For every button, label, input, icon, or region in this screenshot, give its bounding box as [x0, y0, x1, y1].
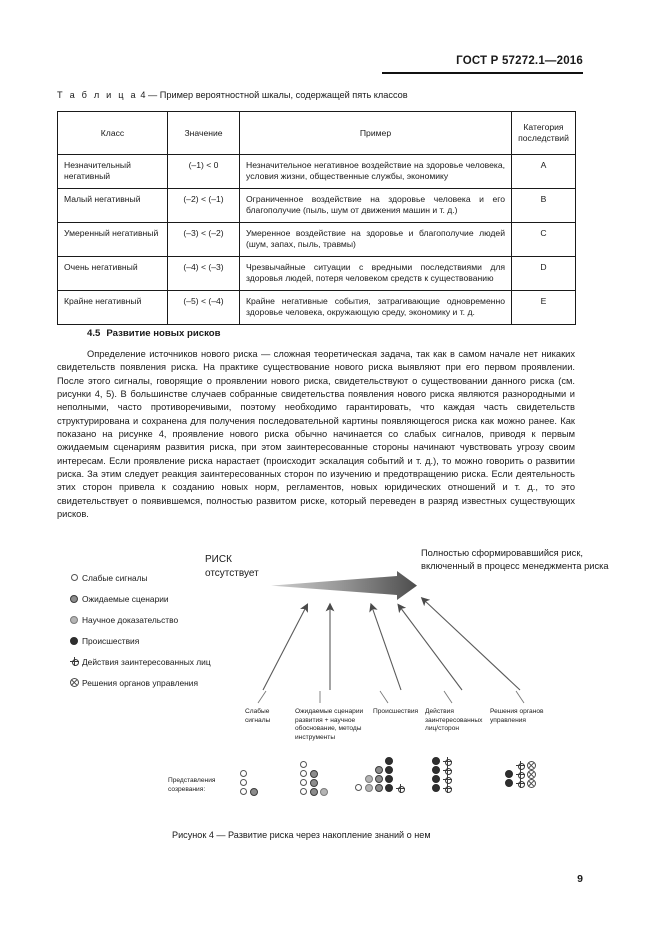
header-rule — [382, 72, 583, 74]
legend-item-label: Происшествия — [82, 635, 140, 646]
cell-example: Умеренное воздействие на здоровье и благополучие людей (шум, запах, пыль, травмы) — [240, 223, 512, 257]
column-header-example: Пример — [240, 112, 512, 155]
risk-absent-line-2: отсутствует — [205, 567, 259, 579]
cell-value: (–5) < (–4) — [168, 291, 240, 325]
probability-scale-table — [57, 111, 576, 325]
cell-class: Умеренный негативный — [58, 223, 168, 257]
dot-cluster-2 — [300, 761, 346, 813]
page-header: ГОСТ Р 57272.1—2016 — [456, 55, 583, 67]
page-number: 9 — [577, 873, 583, 885]
cell-class: Малый негативный — [58, 189, 168, 223]
legend-item-label: Слабые сигналы — [82, 572, 148, 583]
section-paragraph: Определение источников нового риска — сложная теоретическая задача, так как в самом начале нет никаких свидетельств появления риска. На практике существование нового риска выявляют при его первом проявлении. После этого сигналы, говорящие о проявлении нового риска, свидетельствуют о существовании данного риска (см. рисунки 4, 5). В большинстве случаев собранные свидетельства появления нового риска являются разнородными и неполными, часто противоречивыми, поэтому необходимо гарантировать, что каждая часть свидетельств структурирована и сохранена для получения последовательной картины появляющегося риска как можно ранее. Как показано на рисунке 4, проявление нового риска обычно начинается со слабых сигналов, приводя к первым ожидаемым сценариям развития риска, при этом заинтересованные стороны начинают чувствовать угрозу своим интересам. Если проявление риска нарастает (происходит эскалация событий и т. д.), то можно говорить о развитии риска. За этим следует реакция заинтересованных сторон по изучению и предотвращению риска. Если деятельность этих сторон привела к созданию новых норм, регламентов, новых юридических отношений и т. д., то это свидетельствует о появившемся, полностью развитом риске, который переведен в разряд известных существующих рисков. — [57, 349, 575, 520]
table-caption-word: Т а б л и ц а — [57, 90, 138, 100]
cell-example: Ограниченное воздействие на здоровье человека и его благополучие (пыль, шум от движения машин и т. д.) — [240, 189, 512, 223]
plus-circle-icon — [66, 657, 82, 666]
table-row — [58, 189, 576, 223]
sublabel-incidents: Происшествия — [373, 708, 419, 715]
sublabel-stakeholder-actions: Действия заинтересованных лиц/сторон — [425, 708, 483, 733]
cell-value: (–1) < 0 — [168, 155, 240, 189]
legend-item — [66, 651, 211, 672]
table-header-row — [58, 112, 576, 155]
cell-example: Крайне негативные события, затрагивающие одновременно здоровье человека, окружающую среду, экономику и т. д. — [240, 291, 512, 325]
dot-cluster-5 — [505, 761, 549, 813]
legend-item — [66, 588, 211, 609]
gray-filled-circle-icon — [66, 595, 82, 603]
legend-item — [66, 609, 211, 630]
section-number: 4.5 — [87, 328, 101, 339]
sublabel-authority-decisions: Решения органов управления — [490, 708, 544, 724]
cell-class: Незначительный негативный — [58, 155, 168, 189]
cell-category: D — [512, 257, 576, 291]
dot-cluster-1 — [240, 770, 280, 812]
cell-example: Чрезвычайные ситуации с вредными последствиями для здоровья людей, потеря человеком средств к существованию — [240, 257, 512, 291]
cell-example: Незначительное негативное воздействие на здоровье человека, условия жизни, общественные службы, экономику — [240, 155, 512, 189]
crossed-circle-icon — [66, 678, 82, 687]
cell-category: A — [512, 155, 576, 189]
table-row — [58, 223, 576, 257]
cell-value: (–3) < (–2) — [168, 223, 240, 257]
fully-developed-risk-label: Полностью сформировавшийся риск, включенный в процесс менеджмента риска — [421, 548, 609, 572]
legend-item — [66, 672, 211, 693]
risk-absent-line-1: РИСК — [205, 554, 232, 565]
table-row — [58, 257, 576, 291]
legend-item — [66, 630, 211, 651]
table-caption — [57, 90, 408, 100]
figure-caption: Рисунок 4 — Развитие риска через накопление знаний о нем — [172, 830, 431, 840]
dot-cluster-4 — [432, 757, 472, 811]
column-header-category: Категория последствий — [512, 112, 576, 155]
cell-category: E — [512, 291, 576, 325]
cell-class: Крайне негативный — [58, 291, 168, 325]
table-caption-text: — Пример вероятностной шкалы, содержащей пять классов — [148, 90, 408, 100]
cell-category: C — [512, 223, 576, 257]
column-header-value: Значение — [168, 112, 240, 155]
section-heading — [87, 328, 221, 339]
light-gray-circle-icon — [66, 616, 82, 624]
open-circle-icon — [66, 574, 82, 581]
sublabel-expected-scenarios: Ожидаемые сценарии развития + научное обоснование, методы инструменты — [295, 708, 364, 741]
table-row — [58, 291, 576, 325]
table-row — [58, 155, 576, 189]
cell-value: (–4) < (–3) — [168, 257, 240, 291]
legend-item-label: Научное доказательство — [82, 614, 179, 625]
figure-legend — [66, 567, 211, 693]
legend-item-label: Решения органов управления — [82, 677, 198, 688]
dot-cluster-3 — [355, 757, 417, 815]
cell-category: B — [512, 189, 576, 223]
legend-item-label: Действия заинтересованных лиц — [82, 656, 211, 667]
maturity-representation-label: Представления созревания: — [168, 777, 216, 793]
legend-item — [66, 567, 211, 588]
legend-item-label: Ожидаемые сценарии — [82, 593, 169, 604]
column-header-class: Класс — [58, 112, 168, 155]
dark-filled-circle-icon — [66, 637, 82, 645]
section-title: Развитие новых рисков — [106, 328, 221, 339]
cell-class: Очень негативный — [58, 257, 168, 291]
figure-4 — [0, 545, 661, 875]
sublabel-weak-signals: Слабые сигналы — [245, 708, 271, 724]
cell-value: (–2) < (–1) — [168, 189, 240, 223]
table-caption-number: 4 — [140, 90, 146, 100]
risk-absent-label — [205, 553, 259, 580]
